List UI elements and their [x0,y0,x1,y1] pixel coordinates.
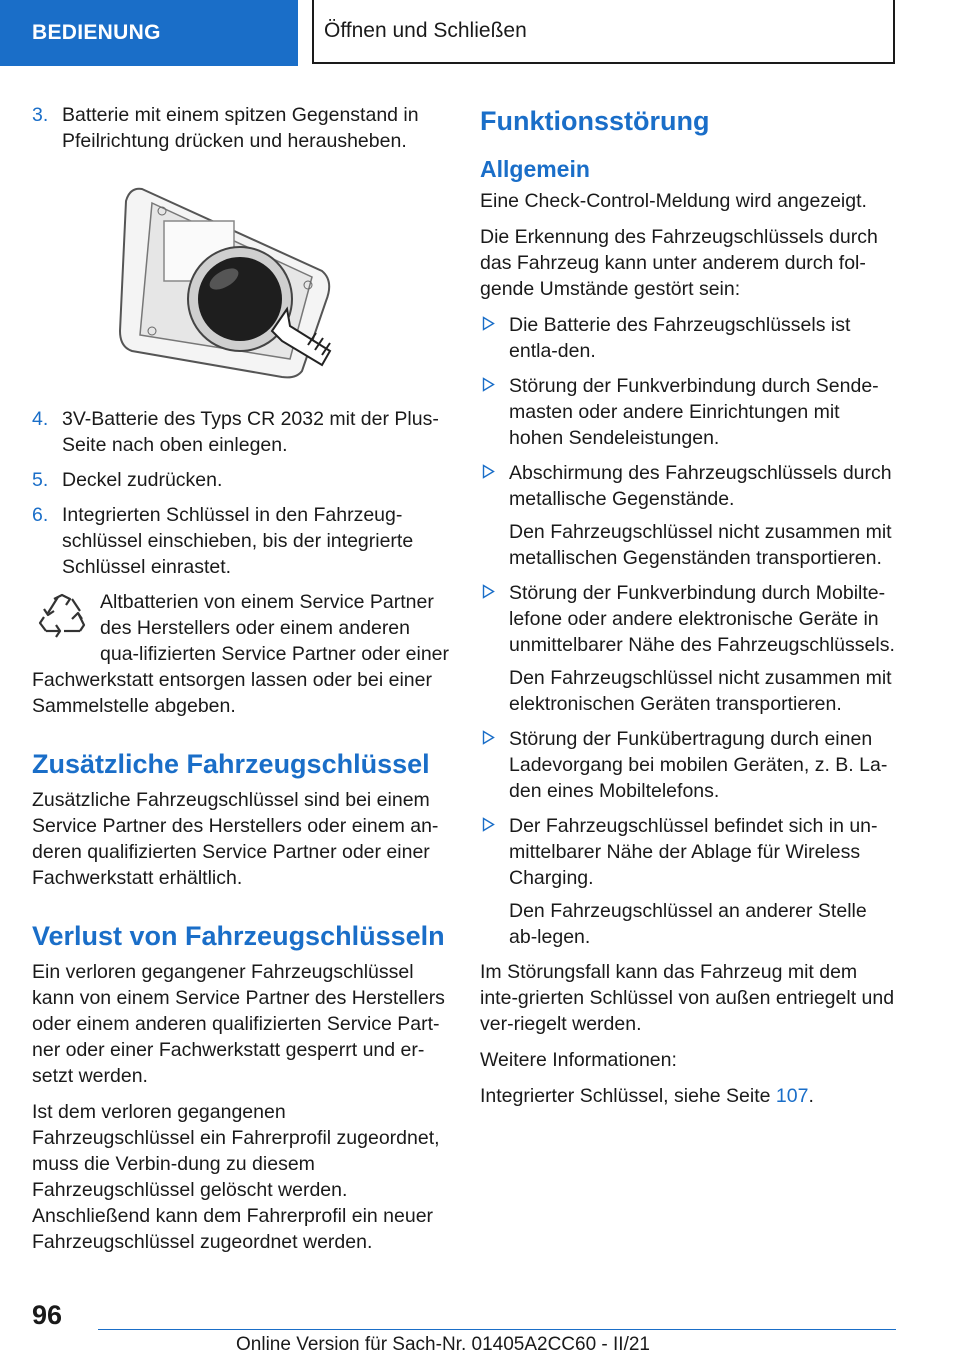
outro-text-2: Weitere Informationen: [480,1049,677,1071]
list-item [480,580,898,658]
recycle-icon [34,591,90,649]
extra-keys-heading: Zusätzliche Fahrzeugschlüssel [32,749,430,779]
malfunction-heading: Funktionsstörung [480,106,710,136]
step-5 [32,467,450,493]
list-item [480,373,898,451]
reference-text: Integrierter Schlüssel, siehe Seite [480,1085,776,1107]
reference-period: . [808,1085,814,1107]
triangle-bullet-icon [482,817,495,832]
section-title: BEDIENUNG [32,21,161,44]
footer-text: Online Version für Sach-Nr. 01405A2CC60 - II/21 [236,1334,651,1355]
list-item-text: Störung der Funkverbindung durch Sende-masten oder andere Einrichtungen mit hohen Sendeleistungen. [509,375,879,449]
step-4 [32,406,450,458]
list-item [480,312,898,364]
lost-keys-heading: Verlust von Fahrzeugschlüsseln [32,921,445,951]
list-item-text: Die Batterie des Fahrzeugschlüssels ist entla-den. [509,314,851,362]
extra-keys-text: Zusätzliche Fahrzeugschlüssel sind bei einem Service Partner des Herstellers oder einem an-deren qualifizierten Service Partner oder einer Fachwerkstatt erhältlich. [32,789,439,889]
triangle-bullet-icon [482,377,495,392]
page-number: 96 [32,1300,63,1330]
list-item-note: Den Fahrzeugschlüssel nicht zusammen mit metallischen Gegenständen transportieren. [509,521,892,569]
bullet-list [480,312,898,950]
step-text: 3V-Batterie des Typs CR 2032 mit der Plus-Seite nach oben einlegen. [62,408,439,456]
step-text: Integrierten Schlüssel in den Fahrzeug-schlüssel einschieben, bis der integrierte Schlüssel einrastet. [62,504,414,578]
step-6 [32,502,450,580]
list-item-note: Den Fahrzeugschlüssel nicht zusammen mit elektronischen Geräten transportieren. [509,667,892,715]
intro-text-1: Eine Check-Control-Meldung wird angezeigt. [480,190,867,212]
general-subheading: Allgemein [480,156,590,182]
outro-text-1: Im Störungsfall kann das Fahrzeug mit dem inte-grierten Schlüssel von außen entriegelt und ver-riegelt werden. [480,961,895,1035]
list-item-text: Abschirmung des Fahrzeugschlüssels durch metallische Gegenstände. [509,462,892,510]
lost-keys-text-1: Ein verloren gegangener Fahrzeugschlüssel kann von einem Service Partner des Herstellers oder einem anderen qualifizierten Service Part-ner oder einer Fachwerkstatt gesperrt und er-setzt werden. [32,961,445,1087]
chapter-title: Öffnen und Schließen [324,19,527,42]
list-item-text: Störung der Funkübertragung durch einen Ladevorgang bei mobilen Geräten, z. B. La-den eines Mobiltelefons. [509,728,888,802]
step-number: 5. [32,469,49,491]
list-item-text: Störung der Funkverbindung durch Mobilte-lefone oder andere elektronische Geräte in unmittelbarer Nähe des Fahrzeugschlüssels. [509,582,895,656]
page-link[interactable]: 107 [775,1085,809,1107]
key-battery-illustration [112,181,352,381]
right-column [480,104,898,1119]
section-tab [0,0,298,66]
footer-divider [98,1329,896,1330]
step-number: 4. [32,408,49,430]
triangle-bullet-icon [482,584,495,599]
note-text: Altbatterien von einem Service Partner des Herstellers oder einem anderen qua-lifizierten Service Partner oder einer Fachwerkstatt entsorgen lassen oder bei einer Sammelstelle abgeben. [32,591,450,717]
triangle-bullet-icon [482,316,495,331]
step-text: Deckel zudrücken. [62,469,223,491]
list-item-note: Den Fahrzeugschlüssel an anderer Stelle ab-legen. [509,900,867,948]
chapter-header [312,0,895,64]
list-item [480,813,898,891]
step-number: 6. [32,504,49,526]
triangle-bullet-icon [482,464,495,479]
list-item [480,460,898,512]
list-item-text: Der Fahrzeugschlüssel befindet sich in un-mittelbarer Nähe der Ablage für Wireless Charging. [509,815,878,889]
outro-text-3 [480,1083,898,1109]
lost-keys-text-2: Ist dem verloren gegangenen Fahrzeugschlüssel ein Fahrerprofil zugeordnet, muss die Verbin-dung zu diesem Fahrzeugschlüssel gelöscht werden. Anschließend kann dem Fahrerprofil ein neuer Fahrzeugschlüssel zugeordnet werden. [32,1101,440,1253]
left-column [32,102,450,1265]
triangle-bullet-icon [482,730,495,745]
intro-text-2: Die Erkennung des Fahrzeugschlüssels durch das Fahrzeug kann unter anderem durch fol-gende Umstände gestört sein: [480,226,878,300]
recycling-note [32,589,450,719]
step-text: Batterie mit einem spitzen Gegenstand in Pfeilrichtung drücken und herausheben. [62,104,419,152]
list-item [480,726,898,804]
step-3 [32,102,450,154]
step-number: 3. [32,104,49,126]
